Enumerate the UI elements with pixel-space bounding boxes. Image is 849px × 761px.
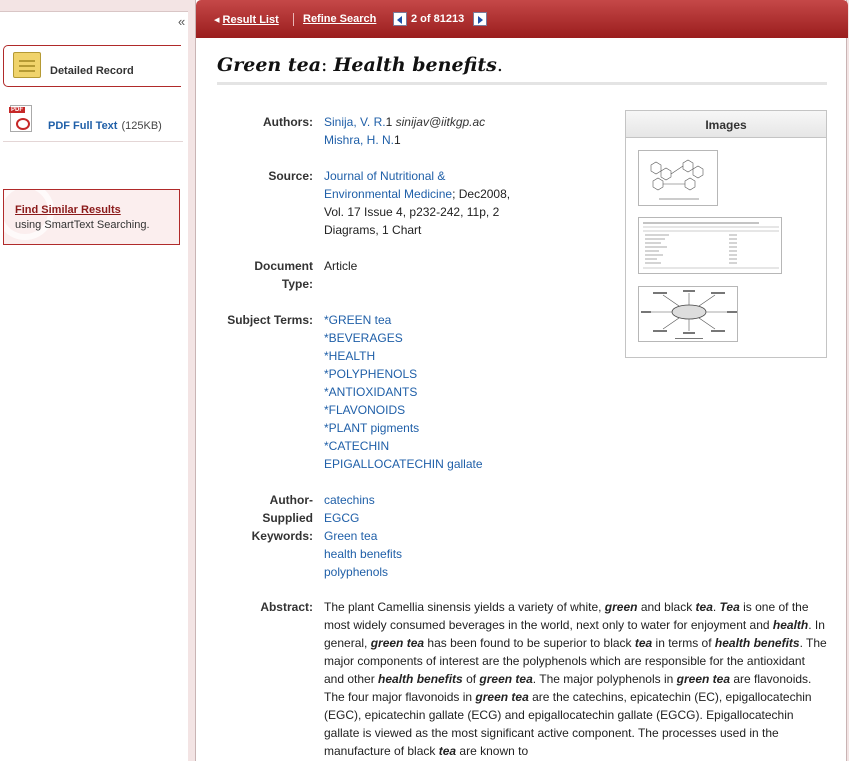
subject-term-link[interactable]: *FLAVONOIDS (324, 403, 406, 417)
abstract-segment: . In general, (324, 618, 825, 650)
keyword-link[interactable]: EGCG (324, 511, 360, 525)
abstract-segment: and black (637, 600, 696, 614)
keyword-link[interactable]: catechins (324, 493, 375, 507)
subject-term-link[interactable]: *GREEN tea (324, 313, 392, 327)
collapse-sidebar-icon[interactable]: « (178, 14, 186, 29)
abstract-segment: of (462, 672, 480, 686)
pdf-icon[interactable] (10, 105, 32, 132)
author-link[interactable]: Mishra, H. N. (324, 133, 395, 147)
abstract-segment: in terms of (652, 636, 715, 650)
document-type-label-line1: Document (254, 259, 313, 273)
abstract-highlight: health benefits (378, 672, 463, 686)
pdf-full-text-item (10, 104, 162, 132)
source-label: Source: (268, 169, 313, 183)
author-link[interactable]: Sinija, V. R. (324, 115, 386, 129)
image-thumbnail[interactable] (638, 286, 738, 342)
next-record-button[interactable] (473, 12, 487, 26)
abstract-highlight: green tea (475, 690, 529, 704)
image-thumbnail[interactable] (638, 217, 782, 274)
source-volume: Vol. 17 Issue 4, p232-242, 11p, 2 (324, 205, 500, 219)
result-navigation-bar (196, 0, 848, 38)
abstract-label: Abstract: (260, 600, 313, 614)
title-part-2: Health benefits (333, 54, 497, 76)
title-part-1: Green tea (217, 54, 322, 76)
sidebar-divider (3, 141, 183, 142)
abstract-segment: The plant Camellia sinensis yields a variety of white, (324, 600, 605, 614)
author-row (324, 131, 485, 149)
abstract-segment: is one of the most widely consumed beverages in the world, next only to water for enjoyment and (324, 600, 809, 632)
title-end: . (496, 54, 503, 76)
find-similar-subtext: using SmartText Searching. (15, 219, 150, 231)
record-panel (195, 0, 847, 761)
abstract-segment: . (712, 600, 720, 614)
source-value (324, 167, 510, 239)
subject-term-link[interactable]: *CATECHIN (324, 439, 390, 453)
subject-term-link[interactable]: *HEALTH (324, 349, 376, 363)
source-date: ; Dec2008, (452, 187, 511, 201)
keywords-list (324, 491, 402, 581)
pdf-full-text-link[interactable]: PDF Full Text (48, 120, 118, 132)
pdf-size: (125KB) (121, 120, 162, 132)
abstract-segment: are flavonoids. The four major flavonoids in (324, 672, 812, 704)
author-affiliation-sup: 1 (385, 115, 393, 129)
subject-terms-label: Subject Terms: (227, 313, 313, 327)
abstract-highlight: green tea (676, 672, 730, 686)
abstract-segment: are known to (456, 744, 529, 758)
author-row (324, 113, 485, 131)
abstract-highlight: tea (695, 600, 713, 614)
abstract-segment: has been found to be superior to black (424, 636, 635, 650)
images-panel-title: Images (626, 111, 826, 138)
author-email: sinijav@iitkgp.ac (395, 115, 486, 129)
images-panel (625, 110, 827, 358)
abstract-text (324, 598, 828, 760)
keyword-link[interactable]: Green tea (324, 529, 378, 543)
find-similar-box (3, 189, 180, 245)
abstract-highlight: tea (634, 636, 653, 650)
previous-record-button[interactable] (393, 12, 407, 26)
abstract-highlight: health benefits (714, 636, 800, 650)
abstract-highlight: green (604, 600, 638, 614)
abstract-highlight: health (772, 618, 809, 632)
abstract-segment: are the catechins, epicatechin (EC), epigallocatechin (EGC), epicatechin gallate (ECG) and epigallocatechin gallate (EGCG). Epigallocatechin gallate is viewed as the most significant active component. The processes used in the manufacture of black (324, 690, 812, 758)
nav-separator (293, 13, 294, 26)
abstract-highlight: Tea (719, 600, 740, 614)
authors-label: Authors: (263, 115, 313, 129)
subject-term-link[interactable]: *PLANT pigments (324, 421, 420, 435)
document-type-label (217, 257, 313, 293)
title-divider (217, 82, 827, 85)
record-icon (13, 52, 41, 78)
result-list-link[interactable]: ◂ Result List (214, 13, 279, 26)
authors-value (324, 113, 485, 149)
abstract-highlight: tea (438, 744, 457, 758)
document-type-label-line2: Type: (281, 277, 313, 291)
abstract-highlight: green tea (479, 672, 533, 686)
subject-term-link[interactable]: *ANTIOXIDANTS (324, 385, 418, 399)
subject-term-link[interactable]: *POLYPHENOLS (324, 367, 418, 381)
keywords-label-line2: Supplied (262, 511, 313, 525)
abstract-segment: . The major polyphenols in (532, 672, 677, 686)
subject-terms-list (324, 311, 483, 473)
detailed-record-label: Detailed Record (50, 65, 134, 77)
refine-search-link[interactable]: Refine Search (303, 13, 377, 25)
detailed-record-tab[interactable] (3, 45, 181, 87)
keywords-label-line1: Author- (269, 493, 313, 507)
subject-term-link[interactable]: *BEVERAGES (324, 331, 403, 345)
left-sidebar (0, 0, 188, 761)
source-extent: Diagrams, 1 Chart (324, 223, 422, 237)
image-thumbnail[interactable] (638, 150, 718, 206)
subject-term-link[interactable]: EPIGALLOCATECHIN gallate (324, 457, 483, 471)
abstract-segment: . The major components of interest are the polyphenols which are responsible for the antioxidant and other (324, 636, 827, 686)
journal-link[interactable]: Journal of Nutritional & (324, 169, 446, 183)
journal-link-cont[interactable]: Environmental Medicine (324, 187, 453, 201)
author-affiliation-sup: 1 (394, 133, 401, 147)
record-position: 2 of 81213 (411, 13, 465, 25)
keyword-link[interactable]: health benefits (324, 547, 403, 561)
title-separator: : (321, 54, 334, 76)
keyword-link[interactable]: polyphenols (324, 565, 389, 579)
find-similar-link[interactable]: Find Similar Results (15, 204, 121, 216)
record-title (217, 54, 503, 76)
sidebar-top-strip (0, 0, 188, 12)
abstract-highlight: green tea (370, 636, 425, 650)
document-type-value: Article (324, 259, 358, 273)
keywords-label-line3: Keywords: (251, 529, 313, 543)
keywords-label (217, 491, 313, 545)
